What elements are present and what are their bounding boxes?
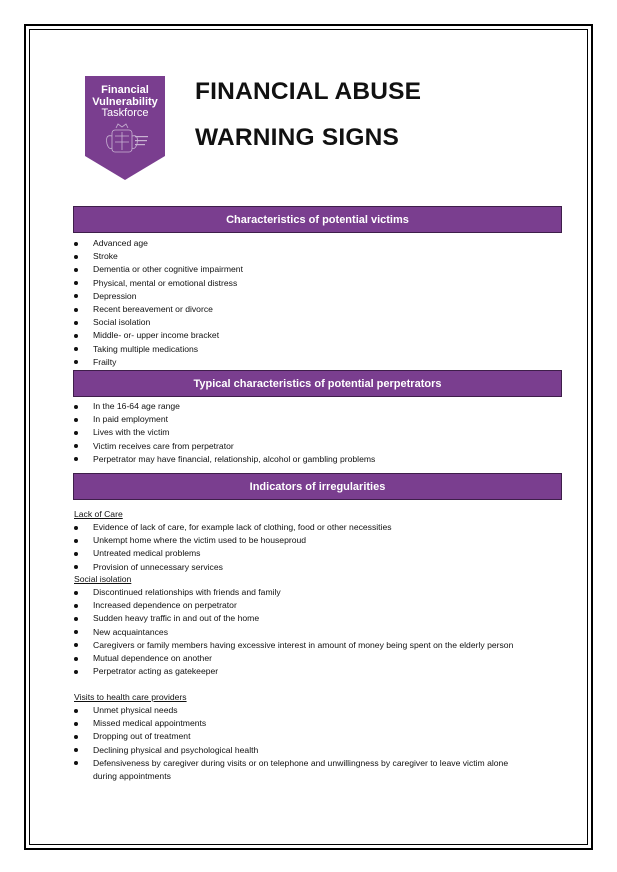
subheading-lack-of-care: Lack of Care: [74, 509, 123, 519]
list-item: Taking multiple medications: [74, 343, 554, 356]
list-item: Perpetrator may have financial, relationship, alcohol or gambling problems: [74, 453, 554, 466]
list-item: Provision of unnecessary services: [74, 561, 554, 574]
list-item: Frailty: [74, 356, 554, 369]
list-item: In paid employment: [74, 413, 554, 426]
list-item: Middle- or- upper income bracket: [74, 329, 554, 342]
list-item: Recent bereavement or divorce: [74, 303, 554, 316]
subheading-social-isolation: Social isolation: [74, 574, 132, 584]
social-isolation-list: [74, 586, 554, 678]
victims-list: [74, 237, 554, 369]
lack-of-care-list: [74, 521, 554, 574]
logo-text-taskforce: Taskforce: [101, 107, 149, 119]
list-item: Victim receives care from perpetrator: [74, 440, 554, 453]
list-item: Advanced age: [74, 237, 554, 250]
subheading-health-care-visits: Visits to health care providers: [74, 692, 187, 702]
section-header-victims: Characteristics of potential victims: [73, 206, 562, 233]
list-item: Physical, mental or emotional distress: [74, 277, 554, 290]
page-title-line2: WARNING SIGNS: [195, 124, 400, 151]
list-item: Evidence of lack of care, for example lack of clothing, food or other necessities: [74, 521, 554, 534]
logo-text-financial: Financial: [101, 84, 149, 96]
section-header-irregularities: Indicators of irregularities: [73, 473, 562, 500]
list-item: Unkempt home where the victim used to be houseproud: [74, 534, 554, 547]
perpetrators-list: [74, 400, 554, 466]
list-item: Mutual dependence on another: [74, 652, 554, 665]
health-care-list: [74, 704, 554, 783]
list-item: Dropping out of treatment: [74, 730, 554, 743]
list-item: Sudden heavy traffic in and out of the home: [74, 612, 554, 625]
logo-text-vulnerability: Vulnerability: [92, 96, 158, 108]
taskforce-logo: [85, 76, 165, 180]
section-header-perpetrators: Typical characteristics of potential perpetrators: [73, 370, 562, 397]
list-item: Social isolation: [74, 316, 554, 329]
list-item: Defensiveness by caregiver during visits or on telephone and unwillingness by caregiver to leave victim alone during appointments: [74, 757, 533, 783]
list-item: New acquaintances: [74, 626, 554, 639]
list-item: Lives with the victim: [74, 426, 554, 439]
list-item: Caregivers or family members having excessive interest in amount of money being spent on the elderly person: [74, 639, 533, 652]
list-item: Stroke: [74, 250, 554, 263]
list-item: Missed medical appointments: [74, 717, 554, 730]
list-item: Untreated medical problems: [74, 547, 554, 560]
list-item: In the 16-64 age range: [74, 400, 554, 413]
page-title-line1: FINANCIAL ABUSE: [195, 78, 422, 105]
list-item: Depression: [74, 290, 554, 303]
list-item: Increased dependence on perpetrator: [74, 599, 554, 612]
list-item: Dementia or other cognitive impairment: [74, 263, 554, 276]
list-item: Perpetrator acting as gatekeeper: [74, 665, 554, 678]
list-item: Unmet physical needs: [74, 704, 554, 717]
list-item: Declining physical and psychological health: [74, 744, 554, 757]
list-item: Discontinued relationships with friends and family: [74, 586, 554, 599]
